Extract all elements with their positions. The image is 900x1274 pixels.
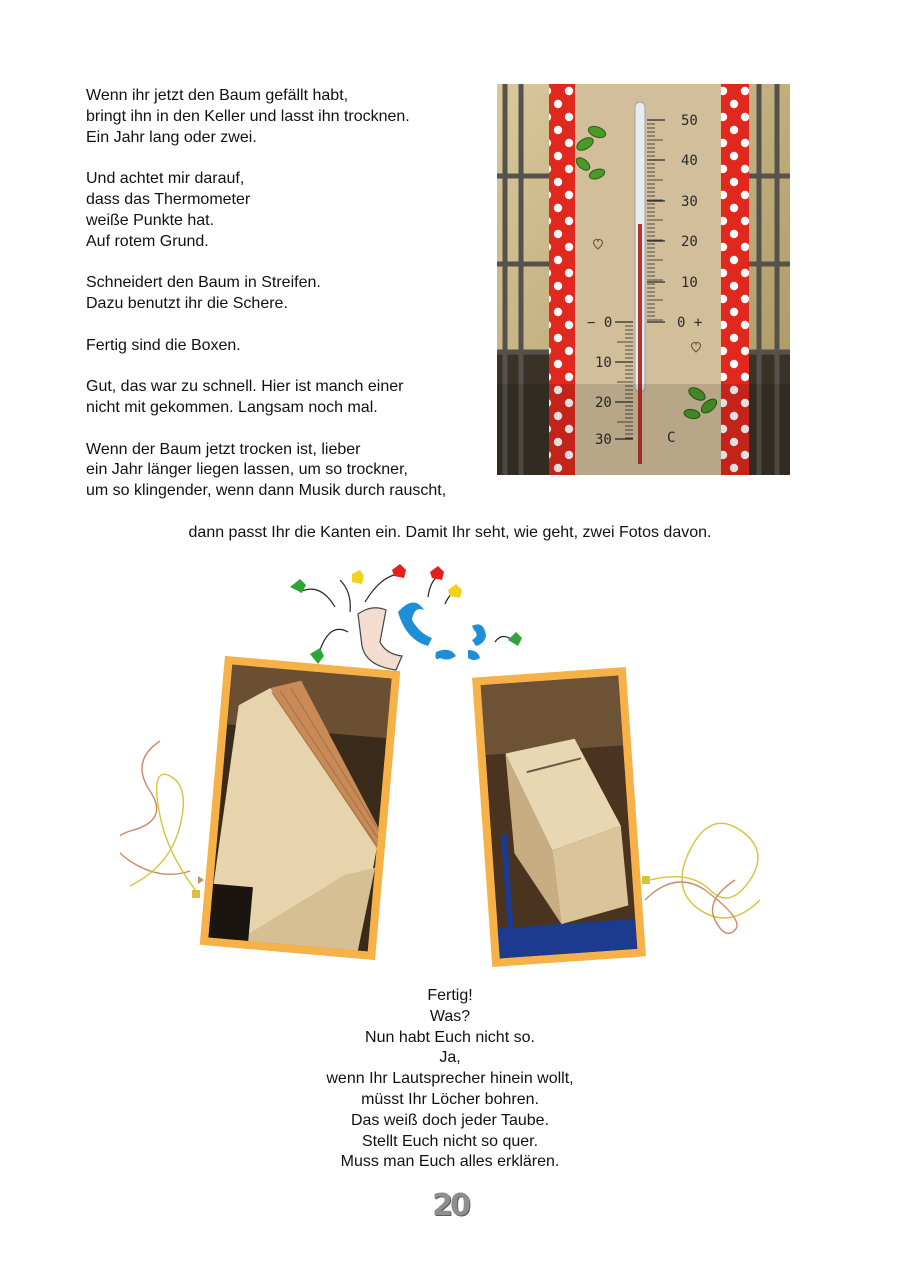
intro-text-block	[86, 86, 496, 502]
thermometer-photo	[497, 84, 790, 475]
box-photo-right	[472, 667, 646, 967]
text-line: ein Jahr länger liegen lassen, um so trockner,	[86, 461, 408, 479]
poem-line: müsst Ihr Löcher bohren.	[361, 1090, 539, 1108]
text-line: Wenn ihr jetzt den Baum gefällt habt,	[86, 87, 349, 104]
worm-icon	[398, 602, 486, 660]
centered-line: dann passt Ihr die Kanten ein. Damit Ihr seht, wie geht, zwei Fotos davon.	[188, 524, 712, 541]
thermo-label-50: 50	[681, 113, 698, 129]
thermo-label-minus-20: 20	[595, 395, 612, 411]
intro-paragraph	[86, 336, 496, 357]
page-number: 20	[432, 1188, 468, 1223]
text-line: Wenn der Baum jetzt trocken ist, lieber	[86, 440, 361, 458]
text-line: dass das Thermometer	[86, 190, 251, 208]
thermo-unit: C	[667, 430, 676, 446]
poem-line: Das weiß doch jeder Taube.	[350, 1111, 550, 1129]
poem-line: Fertig!	[427, 987, 473, 1004]
thermo-label-10: 10	[681, 275, 698, 291]
cable-doodle-left	[120, 736, 220, 906]
poem-block	[250, 986, 650, 1173]
text-line: Dazu benutzt ihr die Schere.	[86, 294, 288, 312]
text-line: Fertig sind die Boxen.	[86, 336, 241, 354]
poem-line: Stellt Euch nicht so quer.	[361, 1132, 539, 1150]
thermo-label-40: 40	[681, 153, 698, 169]
intro-paragraph	[86, 86, 496, 148]
thermo-label-zero-left: − 0	[587, 315, 613, 331]
intro-paragraph	[86, 169, 496, 252]
text-line: Gut, das war zu schnell. Hier ist manch einer	[86, 378, 404, 396]
poem-line: Muss man Euch alles erklären.	[340, 1153, 560, 1171]
thermo-label-30: 30	[681, 194, 698, 210]
text-line: Auf rotem Grund.	[86, 232, 209, 250]
thermo-label-zero-right: 0 +	[677, 315, 703, 331]
intro-paragraph	[86, 273, 496, 315]
poem-line: Was?	[429, 1007, 471, 1025]
doodle-group	[280, 562, 540, 674]
thermo-label-minus-10: 10	[595, 355, 612, 371]
text-line: Und achtet mir darauf,	[86, 170, 245, 188]
poem-line: Nun habt Euch nicht so.	[365, 1028, 535, 1046]
text-line: Schneidert den Baum in Streifen.	[86, 274, 321, 292]
poem-line: wenn Ihr Lautsprecher hinein wollt,	[326, 1070, 574, 1088]
tube-icon	[358, 608, 402, 670]
cable-doodle-right	[640, 790, 780, 940]
board-photo-left	[200, 656, 401, 960]
intro-paragraph	[86, 377, 496, 419]
text-line: weiße Punkte hat.	[86, 211, 215, 229]
text-line: bringt ihn in den Keller und lasst ihn trocknen.	[86, 107, 410, 125]
thermo-label-minus-30: 30	[595, 432, 612, 448]
text-line: nicht mit gekommen. Langsam noch mal.	[86, 398, 378, 416]
thermo-label-20: 20	[681, 234, 698, 250]
poem-line: Ja,	[439, 1049, 461, 1067]
text-line: Ein Jahr lang oder zwei.	[86, 128, 257, 146]
text-line: um so klingender, wenn dann Musik durch rauscht,	[86, 482, 447, 500]
intro-paragraph	[86, 440, 496, 502]
